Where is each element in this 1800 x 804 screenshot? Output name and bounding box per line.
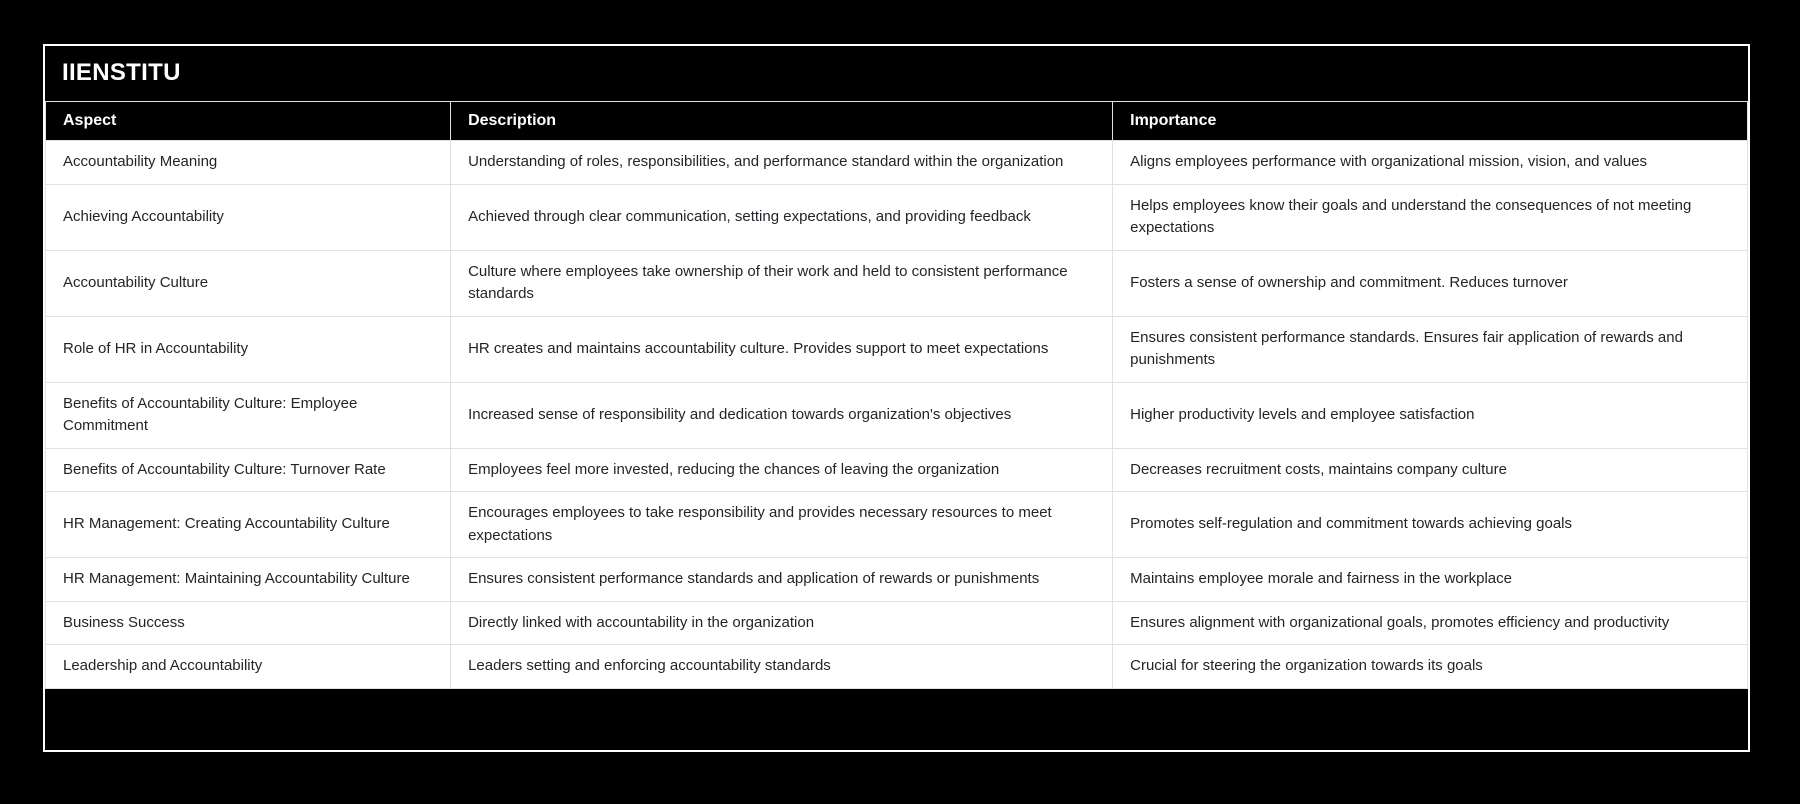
table-row	[46, 601, 1748, 645]
cell-importance: Helps employees know their goals and understand the consequences of not meeting expectations	[1113, 184, 1748, 250]
cell-importance: Promotes self-regulation and commitment towards achieving goals	[1113, 492, 1748, 558]
column-header-importance: Importance	[1113, 102, 1748, 141]
accountability-table-card	[43, 44, 1750, 752]
cell-aspect: Accountability Meaning	[46, 141, 451, 185]
cell-importance: Fosters a sense of ownership and commitment. Reduces turnover	[1113, 250, 1748, 316]
cell-importance: Decreases recruitment costs, maintains company culture	[1113, 448, 1748, 492]
cell-aspect: Benefits of Accountability Culture: Employee Commitment	[46, 382, 451, 448]
cell-description: Encourages employees to take responsibility and provides necessary resources to meet expectations	[451, 492, 1113, 558]
cell-aspect: HR Management: Creating Accountability Culture	[46, 492, 451, 558]
cell-description: Understanding of roles, responsibilities, and performance standard within the organization	[451, 141, 1113, 185]
cell-importance: Higher productivity levels and employee satisfaction	[1113, 382, 1748, 448]
table-row	[46, 250, 1748, 316]
cell-aspect: Accountability Culture	[46, 250, 451, 316]
cell-importance: Maintains employee morale and fairness in the workplace	[1113, 558, 1748, 602]
table-row	[46, 448, 1748, 492]
cell-aspect: Business Success	[46, 601, 451, 645]
table-row	[46, 316, 1748, 382]
table-body	[46, 141, 1748, 689]
cell-description: Leaders setting and enforcing accountability standards	[451, 645, 1113, 689]
cell-aspect: Role of HR in Accountability	[46, 316, 451, 382]
table-row	[46, 382, 1748, 448]
cell-description: Achieved through clear communication, setting expectations, and providing feedback	[451, 184, 1113, 250]
table-row	[46, 184, 1748, 250]
cell-aspect: HR Management: Maintaining Accountability Culture	[46, 558, 451, 602]
cell-aspect: Achieving Accountability	[46, 184, 451, 250]
table-row	[46, 492, 1748, 558]
table-row	[46, 141, 1748, 185]
cell-description: Increased sense of responsibility and dedication towards organization's objectives	[451, 382, 1113, 448]
cell-importance: Ensures alignment with organizational goals, promotes efficiency and productivity	[1113, 601, 1748, 645]
cell-importance: Aligns employees performance with organizational mission, vision, and values	[1113, 141, 1748, 185]
cell-description: HR creates and maintains accountability culture. Provides support to meet expectations	[451, 316, 1113, 382]
cell-description: Employees feel more invested, reducing the chances of leaving the organization	[451, 448, 1113, 492]
table-row	[46, 558, 1748, 602]
table-row	[46, 645, 1748, 689]
accountability-table	[45, 102, 1748, 689]
cell-importance: Crucial for steering the organization towards its goals	[1113, 645, 1748, 689]
column-header-description: Description	[451, 102, 1113, 141]
cell-aspect: Benefits of Accountability Culture: Turnover Rate	[46, 448, 451, 492]
cell-description: Culture where employees take ownership of their work and held to consistent performance standards	[451, 250, 1113, 316]
table-header-row	[46, 102, 1748, 141]
cell-aspect: Leadership and Accountability	[46, 645, 451, 689]
cell-importance: Ensures consistent performance standards. Ensures fair application of rewards and punishments	[1113, 316, 1748, 382]
cell-description: Directly linked with accountability in the organization	[451, 601, 1113, 645]
table-title: IIENSTITU	[45, 46, 1748, 102]
cell-description: Ensures consistent performance standards and application of rewards or punishments	[451, 558, 1113, 602]
column-header-aspect: Aspect	[46, 102, 451, 141]
